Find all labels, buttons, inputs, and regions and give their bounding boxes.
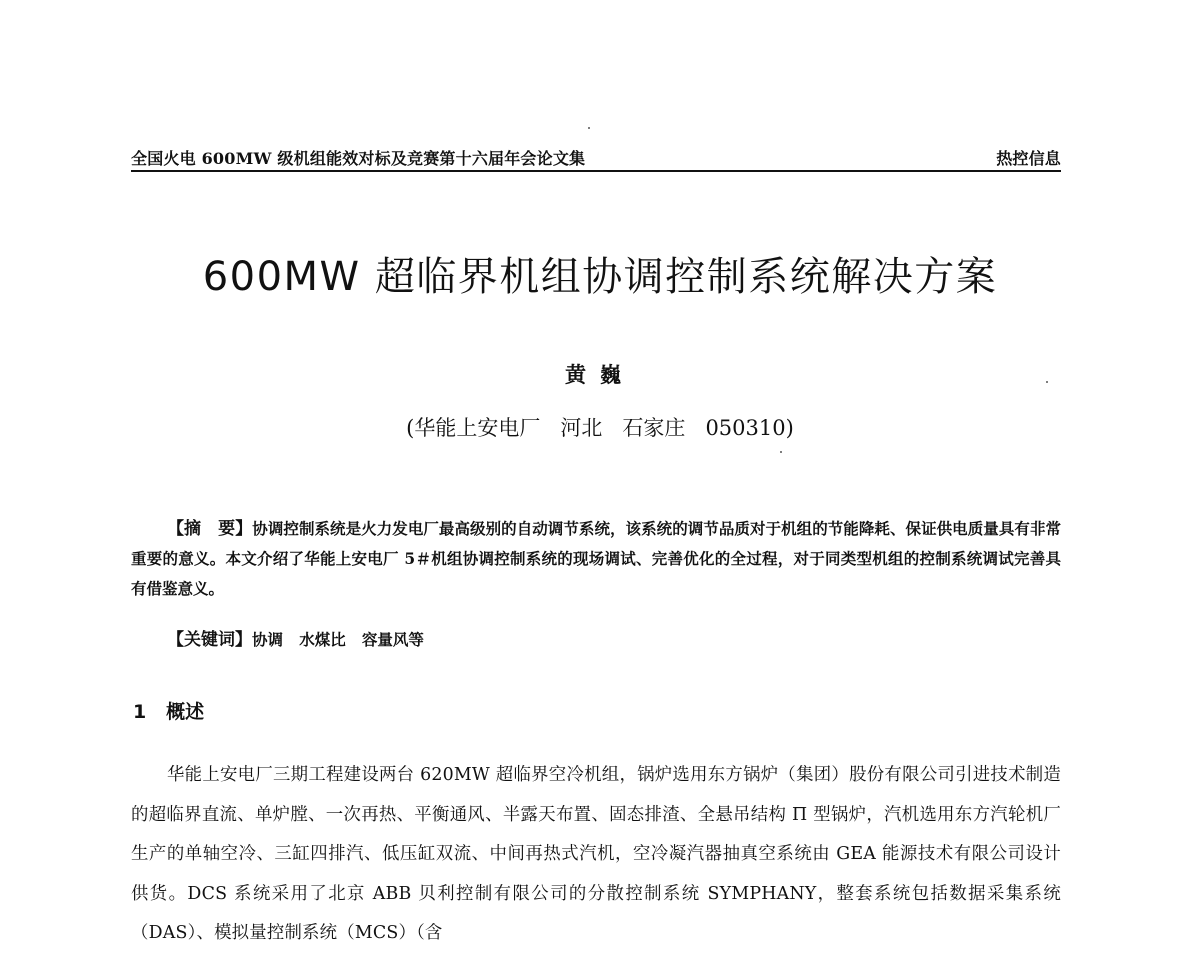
header-rule bbox=[131, 170, 1061, 172]
scan-speck bbox=[1046, 381, 1048, 383]
section-paragraph: 华能上安电厂三期工程建设两台 620MW 超临界空冷机组，锅炉选用东方锅炉（集团）股份有限公司引进技术制造的超临界直流、单炉膛、一次再热、平衡通风、半露天布置、固态排渣、全悬吊结构 Π 型锅炉，汽机选用东方汽轮机厂生产的单轴空冷、三缸四排汽、低压缸双流、中间再热式汽机，空冷凝汽器抽真空系统由 GEA 能源技术有限公司设计供货。DCS 系统采用了北京 ABB 贝利控制有限公司的分散控制系统 SYMPHANY，整套系统包括数据采集系统（DAS）、模拟量控制系统（MCS）（含 bbox=[131, 765, 1061, 943]
running-header-right: 热控信息 bbox=[996, 149, 1061, 168]
author-name: 黄巍 bbox=[565, 362, 635, 387]
abstract bbox=[131, 514, 1061, 604]
keywords-label: 【关键词】 bbox=[167, 630, 252, 650]
running-header-left: 全国火电 600MW 级机组能效对标及竞赛第十六届年会论文集 bbox=[131, 149, 586, 168]
paper-title: 600MW 超临界机组协调控制系统解决方案 bbox=[202, 254, 998, 300]
keywords-text: 协调 水煤比 容量风等 bbox=[252, 630, 424, 649]
author-affiliation: (华能上安电厂 河北 石家庄 050310) bbox=[406, 416, 794, 440]
abstract-label: 【摘 要】 bbox=[167, 519, 253, 539]
scan-speck bbox=[780, 451, 782, 453]
section-title: 概述 bbox=[166, 701, 205, 723]
keywords bbox=[167, 625, 424, 655]
section-heading bbox=[133, 697, 204, 727]
running-header bbox=[131, 143, 1061, 169]
abstract-text: 协调控制系统是火力发电厂最高级别的自动调节系统，该系统的调节品质对于机组的节能降耗、保证供电质量具有非常重要的意义。本文介绍了华能上安电厂 5＃机组协调控制系统的现场调试、完善优化的全过程，对于同类型机组的控制系统调试完善具有借鉴意义。 bbox=[131, 519, 1062, 598]
section-number: 1 bbox=[133, 701, 147, 723]
scan-speck bbox=[588, 127, 590, 129]
